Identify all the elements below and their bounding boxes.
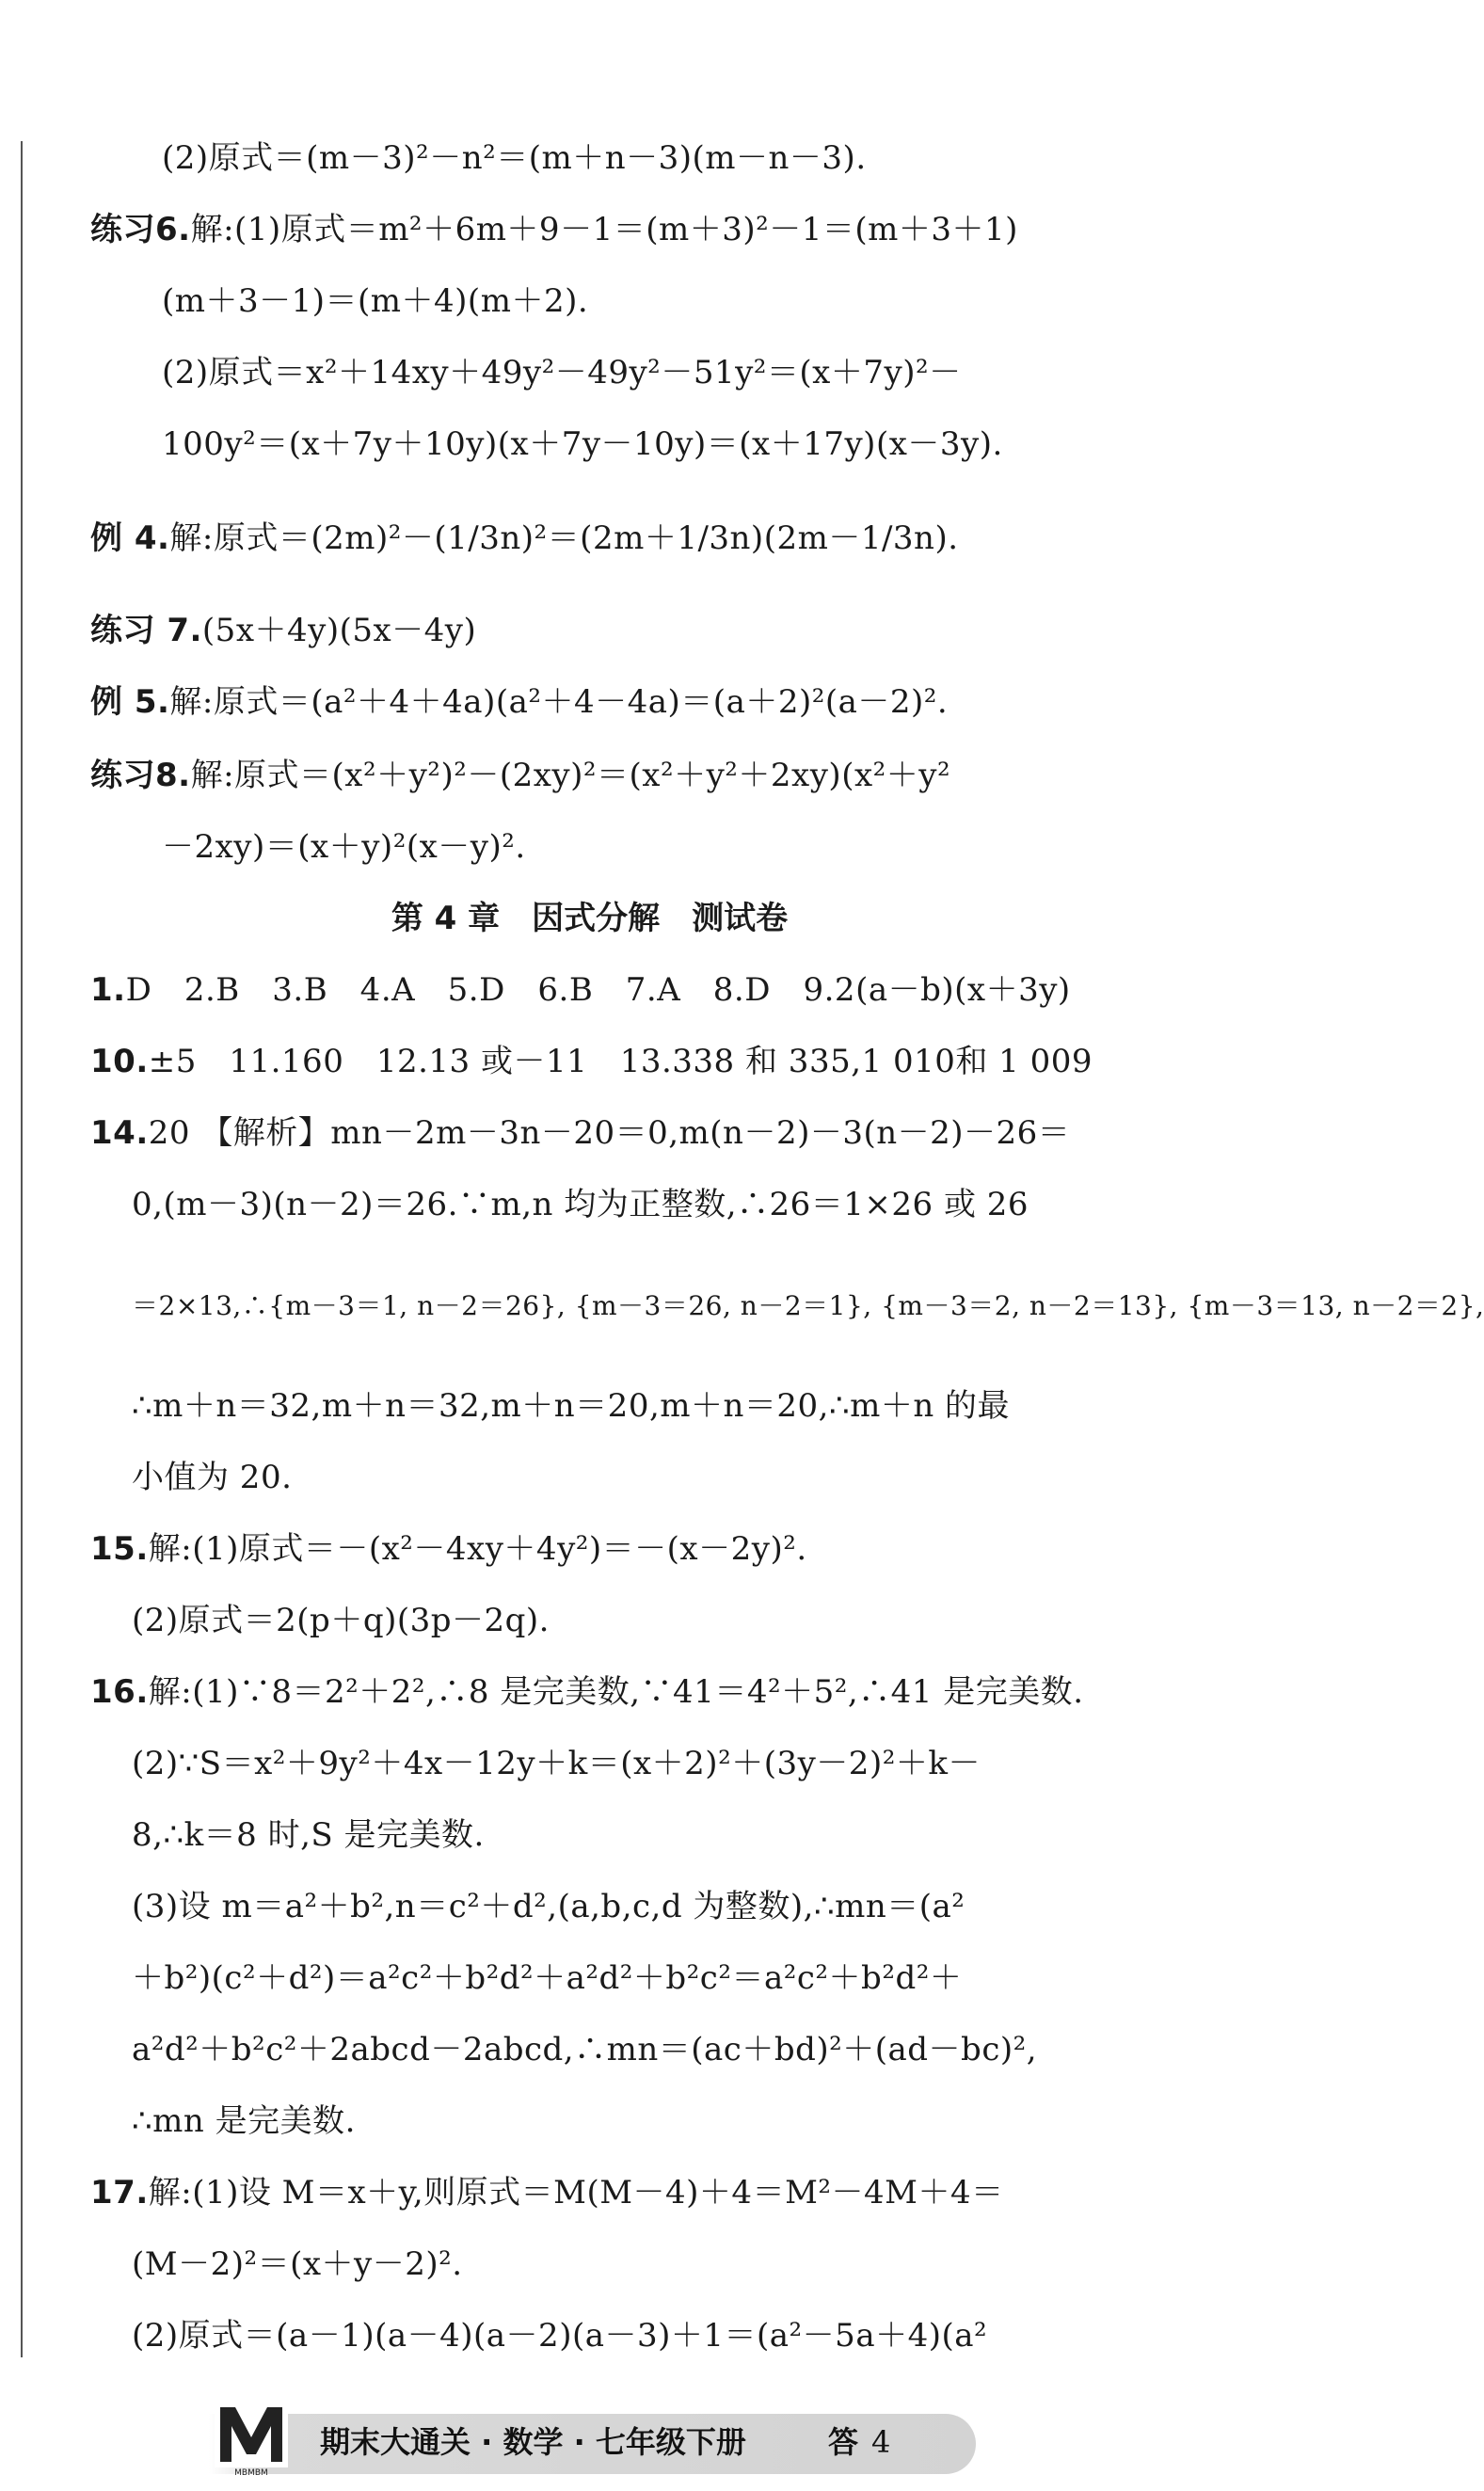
footer-book-title: 期末大通关 · 数学 · 七年级下册 xyxy=(320,2424,746,2460)
answer-line: 0,(m－3)(n－2)＝26.∵m,n 均为正整数,∴26＝1×26 或 26 xyxy=(132,1186,1029,1223)
footer-page-label: 答 4 xyxy=(828,2424,891,2460)
answer-line: 练习 7.(5x＋4y)(5x－4y) xyxy=(90,612,477,649)
answer-line: 10.±5 11.160 12.13 或－11 13.338 和 335,1 010和 1 009 xyxy=(90,1043,1093,1080)
answer-line: 8,∴k＝8 时,S 是完美数. xyxy=(132,1816,485,1854)
answer-line: (M－2)²＝(x＋y－2)². xyxy=(132,2245,463,2283)
answer-line: 16.解:(1)∵8＝2²＋2²,∴8 是完美数,∵41＝4²＋5²,∴41 是完美数. xyxy=(90,1673,1084,1711)
answer-line: 1.D 2.B 3.B 4.A 5.D 6.B 7.A 8.D 9.2(a－b)(x＋3y) xyxy=(90,971,1071,1009)
answer-line: 14.20 【解析】mn－2m－3n－20＝0,m(n－2)－3(n－2)－26＝ xyxy=(90,1114,1071,1152)
answer-line: ＝2×13,∴{m－3＝1, n－2＝26}, {m－3＝26, n－2＝1}, {m－3＝2, n－2＝13}, {m－3＝13, n－2＝2}, xyxy=(132,1290,1484,1321)
answer-line: (2)原式＝2(p＋q)(3p－2q). xyxy=(132,1602,550,1639)
answer-line: (2)原式＝(m－3)²－n²＝(m＋n－3)(m－n－3). xyxy=(162,139,867,177)
answer-line: 小值为 20. xyxy=(132,1459,293,1496)
answer-line: ＋b²)(c²＋d²)＝a²c²＋b²d²＋a²d²＋b²c²＝a²c²＋b²d²＋ xyxy=(132,1959,963,1997)
answer-line: (2)原式＝(a－1)(a－4)(a－2)(a－3)＋1＝(a²－5a＋4)(a² xyxy=(132,2317,988,2355)
answer-line: (3)设 m＝a²＋b²,n＝c²＋d²,(a,b,c,d 为整数),∴mn＝(a² xyxy=(132,1888,965,1925)
section-heading: 第 4 章 因式分解 测试卷 xyxy=(391,900,789,937)
answer-line: (2)原式＝x²＋14xy＋49y²－49y²－51y²＝(x＋7y)²－ xyxy=(162,354,962,391)
answer-line: a²d²＋b²c²＋2abcd－2abcd,∴mn＝(ac＋bd)²＋(ad－bc)², xyxy=(132,2031,1038,2068)
answer-line: ∴mn 是完美数. xyxy=(132,2102,356,2140)
answer-line: (m＋3－1)＝(m＋4)(m＋2). xyxy=(162,282,589,320)
answer-line: 练习6.解:(1)原式＝m²＋6m＋9－1＝(m＋3)²－1＝(m＋3＋1) xyxy=(90,211,1018,248)
page-number: 4 xyxy=(871,2424,891,2460)
answer-line: 练习8.解:原式＝(x²＋y²)²－(2xy)²＝(x²＋y²＋2xy)(x²＋y² xyxy=(90,757,951,794)
answer-line: ∴m＋n＝32,m＋n＝32,m＋n＝20,m＋n＝20,∴m＋n 的最 xyxy=(132,1387,1011,1425)
publisher-logo-icon xyxy=(215,2396,288,2477)
svg-text:MBMBM: MBMBM xyxy=(234,2468,268,2478)
answer-line: 15.解:(1)原式＝－(x²－4xy＋4y²)＝－(x－2y)². xyxy=(90,1530,807,1568)
answer-line: －2xy)＝(x＋y)²(x－y)². xyxy=(162,828,526,866)
answer-line: 例 4.解:原式＝(2m)²－(1/3n)²＝(2m＋1/3n)(2m－1/3n). xyxy=(90,519,959,557)
answer-line: 17.解:(1)设 M＝x＋y,则原式＝M(M－4)＋4＝M²－4M＋4＝ xyxy=(90,2174,1004,2212)
answer-line: (2)∵S＝x²＋9y²＋4x－12y＋k＝(x＋2)²＋(3y－2)²＋k－ xyxy=(132,1745,981,1782)
answer-line: 100y²＝(x＋7y＋10y)(x＋7y－10y)＝(x＋17y)(x－3y). xyxy=(162,425,1003,463)
answer-line: 例 5.解:原式＝(a²＋4＋4a)(a²＋4－4a)＝(a＋2)²(a－2)². xyxy=(90,683,949,721)
left-margin-rule xyxy=(21,141,23,2357)
